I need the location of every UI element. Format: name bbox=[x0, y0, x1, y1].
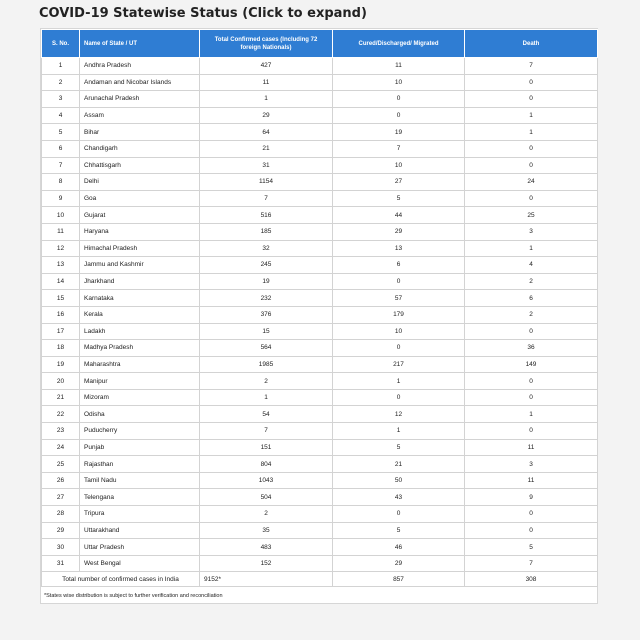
cell-state-name: Odisha bbox=[80, 406, 200, 423]
cell-cured: 1 bbox=[333, 373, 465, 390]
cell-cured: 44 bbox=[333, 207, 465, 224]
cell-state-name: Arunachal Pradesh bbox=[80, 91, 200, 108]
cell-sno: 3 bbox=[42, 91, 80, 108]
table-row bbox=[42, 91, 598, 108]
cell-state-name: Madhya Pradesh bbox=[80, 340, 200, 357]
cell-confirmed: 7 bbox=[200, 190, 333, 207]
cell-death: 0 bbox=[465, 373, 598, 390]
table-row bbox=[42, 323, 598, 340]
cell-death: 0 bbox=[465, 157, 598, 174]
table-row bbox=[42, 423, 598, 440]
table-row bbox=[42, 389, 598, 406]
cell-state-name: Chandigarh bbox=[80, 140, 200, 157]
cell-state-name: Maharashtra bbox=[80, 356, 200, 373]
cell-state-name: Bihar bbox=[80, 124, 200, 141]
cell-confirmed: 151 bbox=[200, 439, 333, 456]
cell-cured: 1 bbox=[333, 423, 465, 440]
cell-confirmed: 1154 bbox=[200, 174, 333, 191]
cell-confirmed: 564 bbox=[200, 340, 333, 357]
cell-state-name: Rajasthan bbox=[80, 456, 200, 473]
cell-state-name: Uttar Pradesh bbox=[80, 539, 200, 556]
cell-confirmed: 232 bbox=[200, 290, 333, 307]
cell-death: 1 bbox=[465, 124, 598, 141]
cell-confirmed: 245 bbox=[200, 257, 333, 274]
cell-cured: 57 bbox=[333, 290, 465, 307]
cell-death: 36 bbox=[465, 340, 598, 357]
cell-sno: 17 bbox=[42, 323, 80, 340]
cell-death: 5 bbox=[465, 539, 598, 556]
cell-death: 1 bbox=[465, 107, 598, 124]
cell-cured: 27 bbox=[333, 174, 465, 191]
cell-sno: 28 bbox=[42, 506, 80, 523]
statewise-status-panel bbox=[40, 28, 598, 604]
cell-cured: 217 bbox=[333, 356, 465, 373]
cell-state-name: Chhattisgarh bbox=[80, 157, 200, 174]
page-title[interactable]: COVID-19 Statewise Status (Click to expand) bbox=[39, 6, 367, 21]
cell-cured: 19 bbox=[333, 124, 465, 141]
cell-sno: 5 bbox=[42, 124, 80, 141]
cell-confirmed: 2 bbox=[200, 373, 333, 390]
cell-cured: 12 bbox=[333, 406, 465, 423]
table-body bbox=[42, 58, 598, 572]
cell-sno: 20 bbox=[42, 373, 80, 390]
cell-confirmed: 2 bbox=[200, 506, 333, 523]
cell-cured: 11 bbox=[333, 58, 465, 75]
table-row bbox=[42, 174, 598, 191]
table-row bbox=[42, 290, 598, 307]
cell-confirmed: 11 bbox=[200, 74, 333, 91]
cell-death: 24 bbox=[465, 174, 598, 191]
cell-cured: 43 bbox=[333, 489, 465, 506]
cell-cured: 10 bbox=[333, 323, 465, 340]
cell-death: 3 bbox=[465, 456, 598, 473]
cell-state-name: Haryana bbox=[80, 223, 200, 240]
cell-sno: 6 bbox=[42, 140, 80, 157]
cell-death: 6 bbox=[465, 290, 598, 307]
cell-sno: 4 bbox=[42, 107, 80, 124]
table-row bbox=[42, 439, 598, 456]
cell-confirmed: 31 bbox=[200, 157, 333, 174]
cell-cured: 29 bbox=[333, 223, 465, 240]
header-state-name: Name of State / UT bbox=[80, 30, 200, 58]
cell-death: 0 bbox=[465, 140, 598, 157]
table-row bbox=[42, 207, 598, 224]
cell-cured: 0 bbox=[333, 340, 465, 357]
table-header-row bbox=[42, 30, 598, 58]
cell-sno: 16 bbox=[42, 306, 80, 323]
table-row bbox=[42, 539, 598, 556]
header-confirmed: Total Confirmed cases (Including 72 foreign Nationals) bbox=[200, 30, 333, 58]
cell-state-name: Assam bbox=[80, 107, 200, 124]
table-row bbox=[42, 489, 598, 506]
cell-confirmed: 35 bbox=[200, 522, 333, 539]
cell-confirmed: 21 bbox=[200, 140, 333, 157]
table-row bbox=[42, 140, 598, 157]
cell-state-name: Mizoram bbox=[80, 389, 200, 406]
table-row bbox=[42, 190, 598, 207]
cell-cured: 5 bbox=[333, 522, 465, 539]
table-row bbox=[42, 472, 598, 489]
cell-cured: 0 bbox=[333, 273, 465, 290]
cell-death: 2 bbox=[465, 306, 598, 323]
cell-confirmed: 376 bbox=[200, 306, 333, 323]
cell-state-name: Kerala bbox=[80, 306, 200, 323]
total-label: Total number of confirmed cases in India bbox=[42, 572, 200, 587]
table-row bbox=[42, 340, 598, 357]
table-row bbox=[42, 223, 598, 240]
cell-sno: 12 bbox=[42, 240, 80, 257]
cell-confirmed: 1985 bbox=[200, 356, 333, 373]
cell-confirmed: 7 bbox=[200, 423, 333, 440]
cell-death: 0 bbox=[465, 506, 598, 523]
table-row bbox=[42, 456, 598, 473]
cell-confirmed: 804 bbox=[200, 456, 333, 473]
header-death: Death bbox=[465, 30, 598, 58]
cell-sno: 14 bbox=[42, 273, 80, 290]
cell-cured: 46 bbox=[333, 539, 465, 556]
cell-death: 11 bbox=[465, 472, 598, 489]
cell-death: 149 bbox=[465, 356, 598, 373]
cell-confirmed: 1043 bbox=[200, 472, 333, 489]
table-row bbox=[42, 373, 598, 390]
cell-sno: 19 bbox=[42, 356, 80, 373]
cell-state-name: Jammu and Kashmir bbox=[80, 257, 200, 274]
cell-confirmed: 516 bbox=[200, 207, 333, 224]
statewise-table bbox=[41, 29, 598, 587]
table-row bbox=[42, 555, 598, 572]
cell-death: 25 bbox=[465, 207, 598, 224]
cell-sno: 26 bbox=[42, 472, 80, 489]
cell-state-name: Tripura bbox=[80, 506, 200, 523]
cell-state-name: Andhra Pradesh bbox=[80, 58, 200, 75]
cell-sno: 10 bbox=[42, 207, 80, 224]
cell-death: 0 bbox=[465, 389, 598, 406]
cell-cured: 10 bbox=[333, 74, 465, 91]
footnote: *States wise distribution is subject to further verification and reconciliation bbox=[44, 593, 223, 600]
cell-death: 0 bbox=[465, 74, 598, 91]
total-confirmed: 9152* bbox=[200, 572, 333, 587]
cell-sno: 22 bbox=[42, 406, 80, 423]
cell-state-name: Puducherry bbox=[80, 423, 200, 440]
cell-state-name: Manipur bbox=[80, 373, 200, 390]
cell-confirmed: 427 bbox=[200, 58, 333, 75]
table-row bbox=[42, 306, 598, 323]
cell-confirmed: 19 bbox=[200, 273, 333, 290]
cell-death: 7 bbox=[465, 58, 598, 75]
cell-sno: 29 bbox=[42, 522, 80, 539]
total-row bbox=[42, 572, 598, 587]
table-row bbox=[42, 356, 598, 373]
cell-state-name: Goa bbox=[80, 190, 200, 207]
table-row bbox=[42, 74, 598, 91]
cell-state-name: Punjab bbox=[80, 439, 200, 456]
cell-confirmed: 1 bbox=[200, 389, 333, 406]
cell-sno: 31 bbox=[42, 555, 80, 572]
cell-sno: 21 bbox=[42, 389, 80, 406]
cell-cured: 13 bbox=[333, 240, 465, 257]
cell-cured: 0 bbox=[333, 91, 465, 108]
cell-confirmed: 152 bbox=[200, 555, 333, 572]
cell-confirmed: 1 bbox=[200, 91, 333, 108]
cell-sno: 1 bbox=[42, 58, 80, 75]
cell-death: 1 bbox=[465, 406, 598, 423]
cell-sno: 18 bbox=[42, 340, 80, 357]
cell-sno: 30 bbox=[42, 539, 80, 556]
cell-cured: 6 bbox=[333, 257, 465, 274]
cell-state-name: Tamil Nadu bbox=[80, 472, 200, 489]
cell-cured: 10 bbox=[333, 157, 465, 174]
cell-state-name: Uttarakhand bbox=[80, 522, 200, 539]
cell-sno: 27 bbox=[42, 489, 80, 506]
cell-state-name: Telengana bbox=[80, 489, 200, 506]
table-row bbox=[42, 240, 598, 257]
cell-state-name: Delhi bbox=[80, 174, 200, 191]
cell-sno: 15 bbox=[42, 290, 80, 307]
cell-sno: 8 bbox=[42, 174, 80, 191]
cell-state-name: Jharkhand bbox=[80, 273, 200, 290]
cell-cured: 29 bbox=[333, 555, 465, 572]
cell-sno: 11 bbox=[42, 223, 80, 240]
cell-sno: 7 bbox=[42, 157, 80, 174]
cell-death: 0 bbox=[465, 190, 598, 207]
cell-cured: 21 bbox=[333, 456, 465, 473]
cell-sno: 25 bbox=[42, 456, 80, 473]
cell-confirmed: 32 bbox=[200, 240, 333, 257]
table-row bbox=[42, 257, 598, 274]
cell-cured: 0 bbox=[333, 107, 465, 124]
table-row bbox=[42, 157, 598, 174]
cell-state-name: Himachal Pradesh bbox=[80, 240, 200, 257]
cell-death: 0 bbox=[465, 522, 598, 539]
cell-sno: 23 bbox=[42, 423, 80, 440]
cell-state-name: Karnataka bbox=[80, 290, 200, 307]
cell-cured: 7 bbox=[333, 140, 465, 157]
table-row bbox=[42, 107, 598, 124]
cell-death: 7 bbox=[465, 555, 598, 572]
cell-death: 9 bbox=[465, 489, 598, 506]
cell-confirmed: 15 bbox=[200, 323, 333, 340]
cell-confirmed: 504 bbox=[200, 489, 333, 506]
header-sno: S. No. bbox=[42, 30, 80, 58]
table-row bbox=[42, 58, 598, 75]
cell-confirmed: 64 bbox=[200, 124, 333, 141]
cell-sno: 24 bbox=[42, 439, 80, 456]
cell-death: 4 bbox=[465, 257, 598, 274]
cell-state-name: Gujarat bbox=[80, 207, 200, 224]
cell-state-name: West Bengal bbox=[80, 555, 200, 572]
cell-confirmed: 483 bbox=[200, 539, 333, 556]
cell-death: 3 bbox=[465, 223, 598, 240]
cell-death: 0 bbox=[465, 91, 598, 108]
cell-death: 1 bbox=[465, 240, 598, 257]
cell-cured: 0 bbox=[333, 506, 465, 523]
cell-confirmed: 185 bbox=[200, 223, 333, 240]
cell-death: 0 bbox=[465, 423, 598, 440]
total-cured: 857 bbox=[333, 572, 465, 587]
cell-state-name: Andaman and Nicobar Islands bbox=[80, 74, 200, 91]
table-row bbox=[42, 522, 598, 539]
cell-sno: 2 bbox=[42, 74, 80, 91]
cell-sno: 13 bbox=[42, 257, 80, 274]
cell-cured: 179 bbox=[333, 306, 465, 323]
table-row bbox=[42, 273, 598, 290]
cell-death: 0 bbox=[465, 323, 598, 340]
table-row bbox=[42, 406, 598, 423]
cell-confirmed: 29 bbox=[200, 107, 333, 124]
table-row bbox=[42, 124, 598, 141]
cell-sno: 9 bbox=[42, 190, 80, 207]
header-cured: Cured/Discharged/ Migrated bbox=[333, 30, 465, 58]
table-row bbox=[42, 506, 598, 523]
cell-confirmed: 54 bbox=[200, 406, 333, 423]
cell-cured: 5 bbox=[333, 439, 465, 456]
total-death: 308 bbox=[465, 572, 598, 587]
cell-state-name: Ladakh bbox=[80, 323, 200, 340]
cell-death: 11 bbox=[465, 439, 598, 456]
cell-cured: 50 bbox=[333, 472, 465, 489]
cell-cured: 0 bbox=[333, 389, 465, 406]
cell-cured: 5 bbox=[333, 190, 465, 207]
cell-death: 2 bbox=[465, 273, 598, 290]
